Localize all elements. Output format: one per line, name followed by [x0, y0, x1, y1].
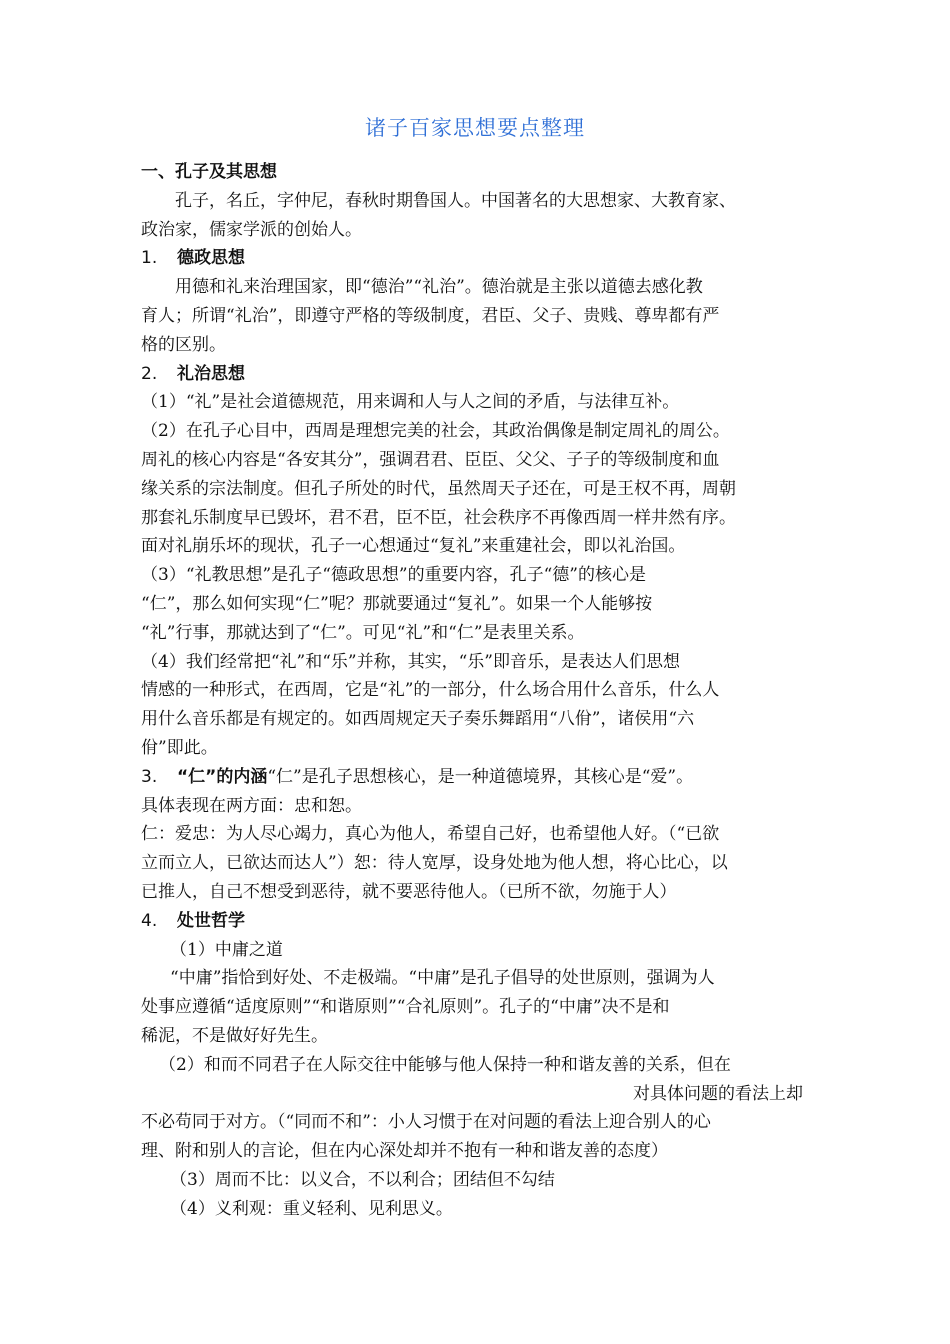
paragraph-line: 理、附和别人的言论，但在内心深处却并不抱有一种和谐友善的态度） — [141, 1141, 668, 1162]
paragraph-line: 立而立人，已欲达而达人”）恕：待人宽厚，设身处地为他人想，将心比心，以 — [141, 853, 728, 874]
subsection-number: 2. — [141, 363, 158, 384]
page-title: 诸子百家思想要点整理 — [365, 116, 585, 140]
paragraph-line: “礼”行事，那就达到了“仁”。可见“礼”和“仁”是表里关系。 — [141, 622, 585, 643]
intro-line: 政治家，儒家学派的创始人。 — [141, 219, 362, 240]
paragraph-line: 育人；所谓“礼治”，即遵守严格的等级制度，君臣、父子、贵贱、尊卑都有严 — [141, 305, 720, 326]
subsection-heading-3 — [141, 763, 813, 792]
point-heading: （3）周而不比：以义合，不以利合；团结但不勾结 — [170, 1169, 555, 1190]
point-heading: （2）和而不同君子在人际交往中能够与他人保持一种和谐友善的关系，但在 — [159, 1054, 731, 1075]
paragraph-line: 格的区别。 — [141, 334, 226, 355]
paragraph-line: 处事应遵循“适度原则”“和谐原则”“合礼原则”。孔子的“中庸”决不是和 — [141, 997, 670, 1018]
subsection-number: 4. — [141, 910, 158, 931]
subsection-title: “仁”的内涵 — [177, 766, 268, 787]
paragraph-line: （3）“礼教思想”是孔子“德政思想”的重要内容，孔子“德”的核心是 — [141, 565, 646, 586]
point-heading: （1）中庸之道 — [170, 939, 283, 960]
paragraph-line: 面对礼崩乐坏的现状，孔子一心想通过“复礼”来重建社会，即以礼治国。 — [141, 536, 686, 557]
subsection-text: “仁”是孔子思想核心，是一种道德境界，其核心是“爱”。 — [267, 766, 694, 787]
paragraph-line: 仁：爱忠：为人尽心竭力，真心为他人，希望自己好，也希望他人好。（“已欲 — [141, 824, 720, 845]
paragraph-line: 具体表现在两方面：忠和恕。 — [141, 795, 362, 816]
document-body — [141, 158, 813, 1223]
paragraph-line: 佾”即此。 — [141, 737, 218, 758]
point-heading: （4）义利观：重义轻利、见利思义。 — [170, 1198, 453, 1219]
paragraph-line: 已推人，自己不想受到恶待，就不要恶待他人。（已所不欲，勿施于人） — [141, 881, 677, 902]
paragraph-line: （4）我们经常把“礼”和“乐”并称，其实，“乐”即音乐，是表达人们思想 — [141, 651, 680, 672]
paragraph-line: 稀泥，不是做好好先生。 — [141, 1025, 328, 1046]
paragraph-line: 周礼的核心内容是“各安其分”，强调君君、臣臣、父父、子子的等级制度和血 — [141, 449, 720, 470]
paragraph-line: 那套礼乐制度早已毁坏，君不君，臣不臣，社会秩序不再像西周一样井然有序。 — [141, 507, 736, 528]
subsection-number: 3. — [141, 766, 158, 787]
paragraph-line: “中庸”指恰到好处、不走极端。“中庸”是孔子倡导的处世原则，强调为人 — [170, 968, 715, 989]
subsection-heading-4 — [141, 907, 813, 936]
section-heading: 一、孔子及其思想 — [141, 162, 277, 182]
subsection-number: 1. — [141, 248, 158, 269]
paragraph-line: 对具体问题的看法上却 — [633, 1083, 803, 1104]
paragraph-line: 不必苟同于对方。（“同而不和”：小人习惯于在对问题的看法上迎合别人的心 — [141, 1112, 711, 1133]
subsection-title: 处世哲学 — [177, 910, 245, 931]
paragraph-line: 用什么音乐都是有规定的。如西周规定天子奏乐舞蹈用“八佾”，诸侯用“六 — [141, 709, 695, 730]
paragraph-line: 用德和礼来治理国家，即“德治”“礼治”。德治就是主张以道德去感化教 — [175, 277, 703, 298]
paragraph-line: （2）在孔子心目中，西周是理想完美的社会，其政治偶像是制定周礼的周公。 — [141, 421, 730, 442]
subsection-heading-1 — [141, 244, 813, 273]
subsection-heading-2 — [141, 360, 813, 389]
paragraph-line: （1）“礼”是社会道德规范，用来调和人与人之间的矛盾，与法律互补。 — [141, 392, 680, 413]
paragraph-line: 缘关系的宗法制度。但孔子所处的时代，虽然周天子还在，可是王权不再，周朝 — [141, 478, 736, 499]
paragraph-line: “仁”，那么如何实现“仁”呢？那就要通过“复礼”。如果一个人能够按 — [141, 593, 653, 614]
paragraph-line: 情感的一种形式，在西周，它是“礼”的一部分，什么场合用什么音乐，什么人 — [141, 680, 720, 701]
subsection-title: 礼治思想 — [177, 363, 245, 384]
intro-line: 孔子，名丘，字仲尼，春秋时期鲁国人。中国著名的大思想家、大教育家、 — [175, 190, 736, 211]
subsection-title: 德政思想 — [177, 248, 245, 269]
